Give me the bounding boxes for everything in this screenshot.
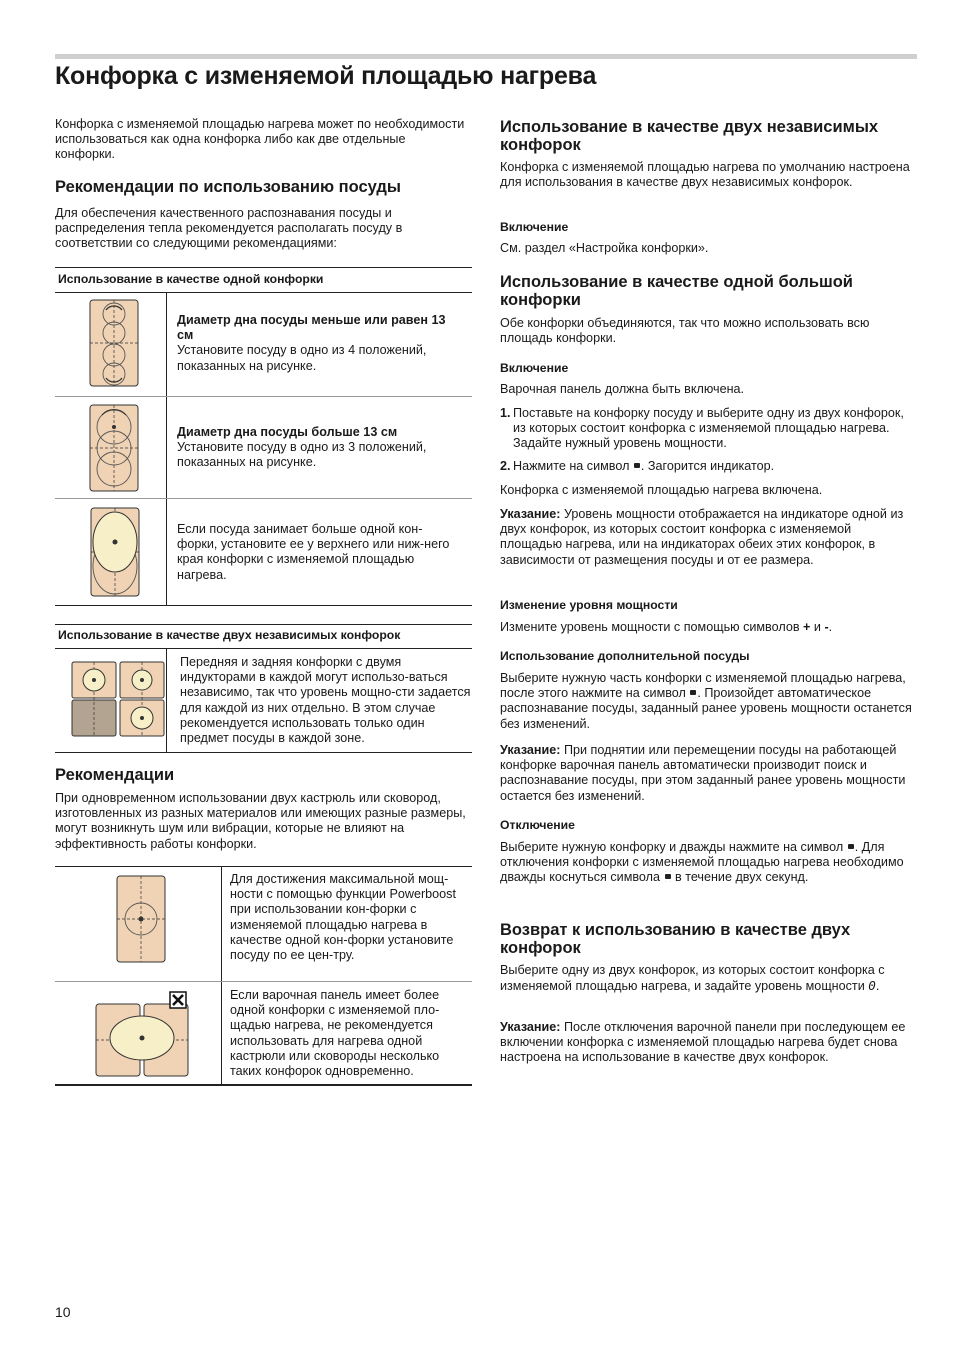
off-text-c: в течение двух секунд. — [675, 870, 809, 885]
two-zones-text: Конфорка с изменяемой площадью нагрева по умолчанию настроена для использования в качестве двух независимых конфорок. — [500, 160, 910, 190]
table2-header-rule — [55, 648, 472, 649]
table1-row-rule-2 — [55, 498, 472, 499]
note-2-text: При поднятии или перемещении посуды на работающей конфорке варочная панель автоматически производит поиск и распознавание посуды, при этом заданный ранее уровень мощности остается без изменений. — [500, 743, 906, 803]
note-2-label: Указание: — [500, 743, 561, 757]
step-2-text-a: Нажмите на символ — [513, 459, 630, 473]
step-1-text: Поставьте на конфорку посуду и выберите одну из двух конфорок, из которых состоит конфорка с изменяемой площадью нагрева. Задайте нужный уровень мощности. — [513, 406, 904, 451]
table2-top-rule — [55, 624, 472, 625]
one-zone-on-heading: Включение — [500, 361, 569, 375]
note-2 — [500, 743, 915, 804]
table3-divider — [221, 866, 222, 1085]
table1-row2-text — [177, 425, 462, 471]
two-zones-heading: Использование в качестве двух независимых конфорок — [500, 118, 879, 154]
figure-two-zones-one-pot — [96, 992, 192, 1076]
zone-combine-symbol-icon — [690, 687, 696, 698]
one-zone-heading: Использование в качестве одной большой конфорки — [500, 273, 853, 309]
back-text — [500, 963, 915, 994]
table1-header: Использование в качестве одной конфорки — [58, 272, 324, 286]
step-2-text-b: . Загорится индикатор. — [640, 459, 775, 473]
table2-bottom-rule — [55, 752, 472, 753]
back-text-a: Выберите одну из двух конфорок, из которых состоит конфорка с изменяемой площадью нагрева, и задайте уровень мощности — [500, 963, 885, 994]
figure-two-zones — [72, 662, 164, 738]
off-heading: Отключение — [500, 818, 575, 832]
table2-header: Использование в качестве двух независимых конфорок — [58, 628, 401, 642]
one-zone-on-text: Варочная панель должна быть включена. — [500, 382, 745, 396]
zone-combine-symbol-icon — [848, 841, 854, 852]
table3-row2-text: Если варочная панель имеет более одной конфорки с изменяемой пло-щадью нагрева, не рекомендуется использовать для нагрева одной кастрюли или сковороды несколько таких конфорок одновременно. — [230, 988, 440, 1079]
extra-text — [500, 671, 915, 732]
back-heading: Возврат к использованию в качестве двух конфорок — [500, 921, 851, 957]
table1-bottom-rule — [55, 605, 472, 606]
figure-powerboost-center — [117, 876, 167, 964]
one-zone-text: Обе конфорки объединяются, так что можно использовать всю площадь конфорки. — [500, 316, 870, 346]
table1-row1-desc: Установите посуду в одно из 4 положений, показанных на рисунке. — [177, 343, 427, 373]
table3-top-rule — [55, 866, 472, 867]
power-text — [500, 620, 915, 635]
table1-row3-text: Если посуда занимает больше одной кон-форки, установите ее у верхнего или ниж-него края конфорки с изменяемой площадью нагрева. — [177, 522, 450, 582]
page-number: 10 — [55, 1304, 71, 1320]
plus-symbol: + — [803, 620, 811, 634]
table3-row-rule — [55, 981, 472, 982]
figure-oval-pot — [88, 508, 144, 598]
table1-divider — [166, 292, 167, 605]
figure-small-pot-positions — [90, 300, 140, 388]
note-1-label: Указание: — [500, 507, 561, 521]
power-heading: Изменение уровня мощности — [500, 598, 678, 612]
table1-header-rule — [55, 292, 472, 293]
off-text — [500, 840, 915, 886]
note-3-label: Указание: — [500, 1020, 561, 1034]
step-1 — [500, 406, 915, 452]
table1-row1-text — [177, 313, 462, 374]
extra-text-a: Выберите нужную часть конфорки с изменяемой площадью нагрева, после этого нажмите на символ — [500, 671, 906, 701]
two-zones-on-heading: Включение — [500, 220, 569, 234]
figure-large-pot-positions — [90, 405, 140, 493]
off-text-a: Выберите нужную конфорку и дважды нажмите на символ — [500, 840, 844, 854]
minus-symbol: - — [824, 620, 829, 634]
zone-combine-symbol-icon — [665, 871, 671, 882]
table1-row2-desc: Установите посуду в одно из 3 положений, показанных на рисунке. — [177, 440, 427, 470]
extra-text-b: . Произойдет автоматическое распознавание посуды, заданный ранее уровень мощности останется без изменений. — [500, 686, 912, 731]
table3-bottom-rule — [55, 1084, 472, 1086]
step-2-number: 2. — [500, 459, 511, 473]
intro-text: Конфорка с изменяемой площадью нагрева может по необходимости использоваться как одна конфорка либо как две отдельные конфорки. — [55, 117, 465, 162]
table2-divider — [166, 648, 167, 752]
rec-dishes-heading: Рекомендации по использованию посуды — [55, 178, 401, 196]
power-text-a: Измените уровень мощности с помощью символов — [500, 620, 800, 634]
recs-heading: Рекомендации — [55, 766, 175, 784]
top-rule — [55, 54, 917, 59]
page-title: Конфорка с изменяемой площадью нагрева — [55, 62, 597, 90]
table1-top-rule — [55, 267, 472, 268]
note-1-text: Уровень мощности отображается на индикаторе одной из двух конфорок, из которых состоит конфорка с изменяемой площадью нагрева, или на индикаторах обеих этих конфорок, в зависимости от размещения посуды и от ее размера. — [500, 507, 904, 567]
rec-dishes-text: Для обеспечения качественного распознавания посуды и распределения тепла рекомендуется располагать посуду в соответствии со следующими рекомендациями: — [55, 206, 403, 251]
table1-row1-bold: Диаметр дна посуды меньше или равен 13 см — [177, 313, 446, 343]
enabled-text: Конфорка с изменяемой площадью нагрева включена. — [500, 483, 823, 497]
recs-text: При одновременном использовании двух кастрюль или сковород, изготовленных из разных материалов или имеющих разные размеры, могут возникнуть шум или вибрации, которые не влияют на эффективность работы конфорки. — [55, 791, 466, 851]
note-1 — [500, 507, 915, 568]
extra-heading: Использование дополнительной посуды — [500, 649, 750, 663]
step-1-number: 1. — [500, 406, 511, 420]
note-3-text: После отключения варочной панели при последующем ее включении конфорка с изменяемой площадью нагрева будет снова настроена на использование в качестве двух конфорок. — [500, 1020, 906, 1065]
back-text-b: . — [875, 979, 880, 994]
power-and: и — [813, 620, 821, 634]
step-2 — [500, 459, 915, 474]
two-zones-on-text: См. раздел «Настройка конфорки». — [500, 241, 709, 255]
off-text-b: . Для отключения конфорки с изменяемой площадью нагрева необходимо дважды коснуться символа — [500, 840, 904, 885]
table1-row-rule-1 — [55, 396, 472, 397]
note-3 — [500, 1020, 915, 1066]
zero-level-digit: 0 — [868, 978, 876, 994]
table3-row1-text: Для достижения максимальной мощ-ности с помощью функции Powerboost при использовании кон-форки с изменяемой площадью нагрева в качестве одной кон-форки установите посуду по ее цен-тру. — [230, 872, 456, 963]
zone-combine-symbol-icon — [634, 460, 640, 471]
table1-row2-bold: Диаметр дна посуды больше 13 см — [177, 425, 398, 439]
power-end: . — [828, 620, 833, 634]
table2-row1-text: Передняя и задняя конфорки с двумя индукторами в каждой могут использо-ваться независимо, так что уровень мощно-сти задается для каждой из них отдельно. В этом случае рекомендуется использовать только один предмет посуды в каждой зоне. — [180, 655, 471, 746]
